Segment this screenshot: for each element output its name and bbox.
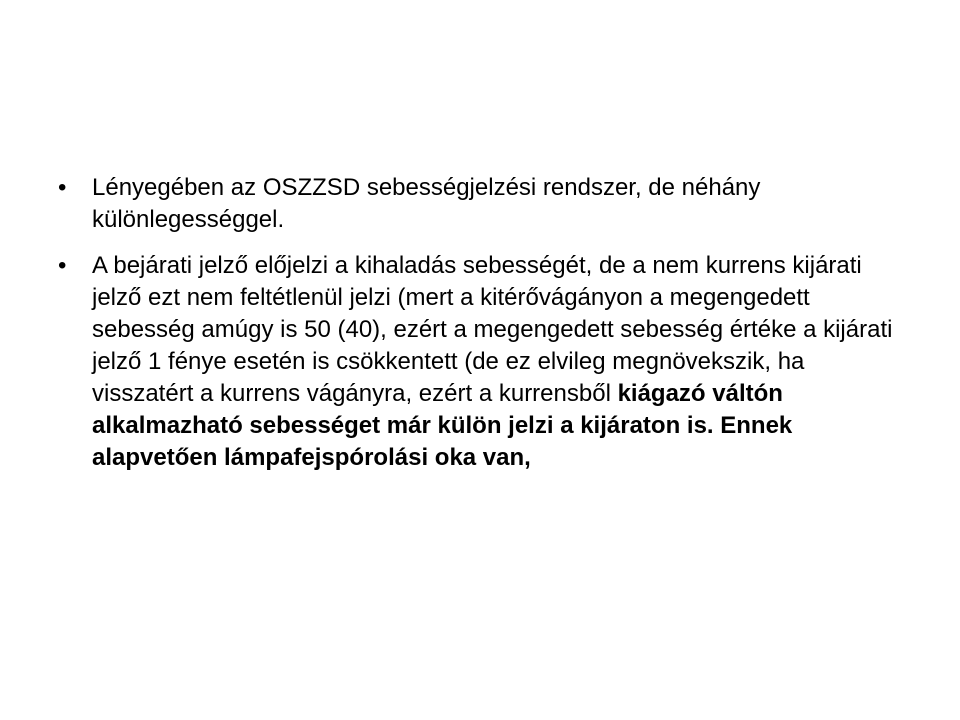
bullet-list	[58, 172, 908, 488]
bullet-text-bold: kiágazó váltón alkalmazható sebességet már külön jelzi a kijáraton is. Ennek alapvetően lámpafejspórolási oka van,	[92, 380, 793, 471]
bullet-text-normal: A bejárati jelző előjelzi a kihaladás sebességét, de a nem kurrens kijárati jelző ezt nem feltétlenül jelzi (mert a kitérővágányon a megengedett sebesség amúgy is 50 (40), ezért a megengedett sebesség értéke a kijárati jelző 1 fénye esetén is csökkentett (de ez elvileg megnövekszik, ha visszatért a kurrens vágányra, ezért a kurrensből	[92, 252, 893, 407]
bullet-dot-icon: •	[58, 174, 67, 201]
bullet-dot-icon: •	[58, 252, 67, 279]
list-item	[58, 250, 908, 474]
bullet-text	[92, 252, 892, 471]
bullet-text: Lényegében az OSZZSD sebességjelzési rendszer, de néhány különlegességgel.	[92, 174, 761, 233]
list-item	[58, 172, 908, 236]
